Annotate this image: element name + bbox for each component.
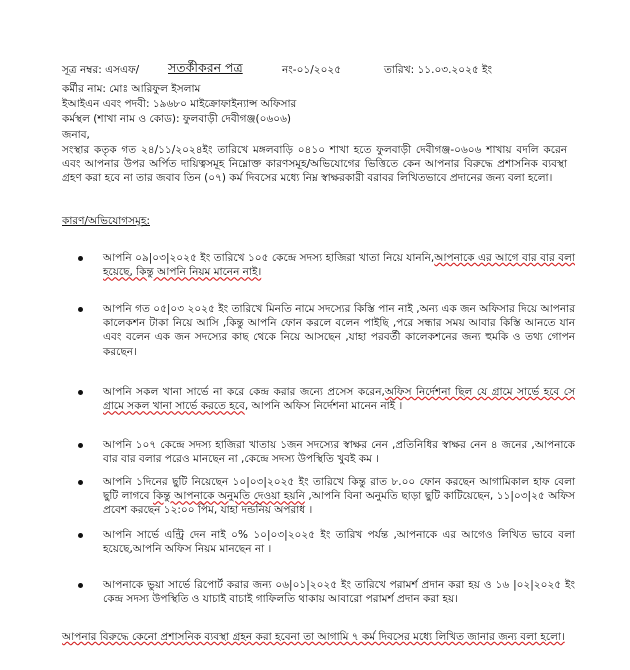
reference-number-label: সূত্র নম্বর: এসএফ/ — [62, 64, 140, 76]
flagged-text: কিন্তু আপনাকে অনুমতি দেওয়া হয়নি — [153, 490, 305, 503]
reason-item: আপনি ১দিনের ছুটি নিয়েছেন ১০|০৩|২০২৫ ইং তারিখে কিন্তু রাত ৮.০০ ফোন করছেন আগামিকাল হাফ বেলা ছুটি লাগবে কিন্তু আপনাকে অনুমতি দেওয়া হয়নি ,আপনি বিনা অনুমতি ছাড়া ছুটি কাটিয়েছেন, ১১|০৩|২৫ অফিস প্রবেশ করছেন ১২:০০ পিম, যাহা দন্ডনিয় অপরাধ । — [85, 475, 575, 518]
employee-workplace: কর্মস্থল (শাখা নাম ও কোড): ফুলবাড়ী দেবীগঞ্জ(০৬০৬) — [62, 113, 292, 125]
reason-item: আপনি ১০৭ কেন্দ্রে সদস্য হাজিরা খাতায় ১জন সদস্যের স্বাক্ষর নেন ,প্রতিনিধির স্বাক্ষর নেন ৪ জনের ,আপনাকে বার বার বলার পরেও মানছেন না ,কেন্দ্রে সদস্য উপস্থিতি খুবই কম । — [85, 438, 575, 466]
reason-item: আপনি সার্ভে এন্ট্রি দেন নাই ০% ১০|০৩|২০২৫ ইং তারিখ পর্যন্ত ,আপনাকে এর আগেও লিখিত ভাবে বলা হয়েছে,আপনি অফিস নিয়ম মানছেন না । — [85, 528, 575, 556]
flagged-text: অফিস নির্দেশনা ছিল যে গ্রামে সার্ভে হবে সে গ্রামে সকল খানা সার্ভে করতে হবে — [103, 386, 576, 413]
letter-header — [62, 62, 567, 78]
reason-item: আপনাকে ভুয়া সার্ভে রিপোর্ট করার জন্য ০৬|০১|২০২৫ ইং তারিখে পরামর্শ প্রদান করা হয় ও ১৬ |০২|২০২৫ ইং কেন্দ্র সদস্য উপস্থিতি ও যাচাই বাচাই গাফিলতি থাকায় আবারো পরামর্শ প্রদান করা হয়। — [85, 578, 575, 606]
bullet-icon — [78, 307, 83, 312]
employee-name: কর্মীর নাম: মোঃ আরিফুল ইসলাম — [62, 83, 201, 95]
reasons-heading: কারণ/অভিযোগসমূহ: — [62, 215, 150, 227]
bullet-icon — [78, 443, 83, 448]
reason-item: আপনি ০৯|০৩|২০২৫ ইং তারিখে ১০৫ কেন্দ্রে সদস্য হাজিরা খাতা নিয়ে যাননি,আপনাকে এর আগে বার বার বলা হয়েছে, কিন্তু আপনি নিয়ম মানেন নাই। — [85, 251, 575, 279]
letter-number: নং-০১/২০২৫ — [282, 64, 342, 76]
reason-item: আপনি সকল খানা সার্ভে না করে কেন্দ্র করার জন্যে প্রসেস করেন,অফিস নির্দেশনা ছিল যে গ্রামে সার্ভে হবে সে গ্রামে সকল খানা সার্ভে করতে হবে, আপনি অফিস নির্দেশনা মানেন নাই । — [85, 385, 575, 413]
salutation: জনাব, — [62, 129, 90, 141]
bullet-icon — [78, 256, 83, 261]
conclusion-paragraph: আপনার বিরুদ্ধে কেনো প্রশাসনিক ব্যবস্থা গ্রহন করা হবেনা তা আগামি ৭ কর্ম দিবসের মধ্যে লিখিত জানার জন্য বলা হলো। — [62, 631, 565, 643]
bullet-icon — [78, 533, 83, 538]
bullet-icon — [78, 583, 83, 588]
employee-id-designation: ইআইএন এবং পদবী: ১৯৬৮০ মাইক্রোফাইন্যান্স অফিসার — [62, 98, 297, 110]
flagged-text: আপনাকে এর আগে বার বার বলা হয়েছে, কিন্তু আপনি নিয়ম মানেন নাই। — [103, 252, 575, 279]
reason-item: আপনি গত ০৫|০৩ ২০২৫ ইং তারিখে মিনতি নামে সদস্যের কিস্তি পান নাই ,অন্য এক জন অফিসার দিয়ে আপনার কালেকশন টাকা নিয়ে আসি ,কিন্তু আপনি ফোন করলে বলেন পাইছি ,পরে সন্ধার সময় আবার কিস্তি আনতে যান এবং বলেন এক জন সদস্যের কাছ থেকে নিয়ে আসছেন ,যাহা পরবর্তী কালেকশনের জন্য হুমকি ও তথ্য গোপন করছেন। — [85, 302, 575, 359]
bullet-icon — [78, 390, 83, 395]
intro-paragraph: সংস্থার কতৃক গত ২৪/১১/২০২৪ইং তারিখে মঙ্গলবাড়ি ০৪১০ শাখা হতে ফুলবাড়ী দেবীগঞ্জ-০৬০৬ শাখায় বদলি করেন এবং আপনার উপর অর্পিত দায়িত্বসমূহ নিম্নোক্ত কারণসমূহ/অভিযোগের ভিত্তিতে কেন আপনার বিরুদ্ধে প্রশাসনিক ব্যবস্থা গ্রহণ করা হবে না তার জবাব তিন (০৭) কর্ম দিবসের মধ্যে নিম্ন স্বাক্ষরকারী বরাবর লিখিতভাবে প্রদানের জন্য বলা হলো। — [62, 144, 567, 185]
letter-date: তারিখ: ১১.০৩.২০২৫ ইং — [384, 64, 493, 76]
letter-title: সতর্কীকরন পত্র — [168, 60, 243, 75]
bullet-icon — [78, 480, 83, 485]
